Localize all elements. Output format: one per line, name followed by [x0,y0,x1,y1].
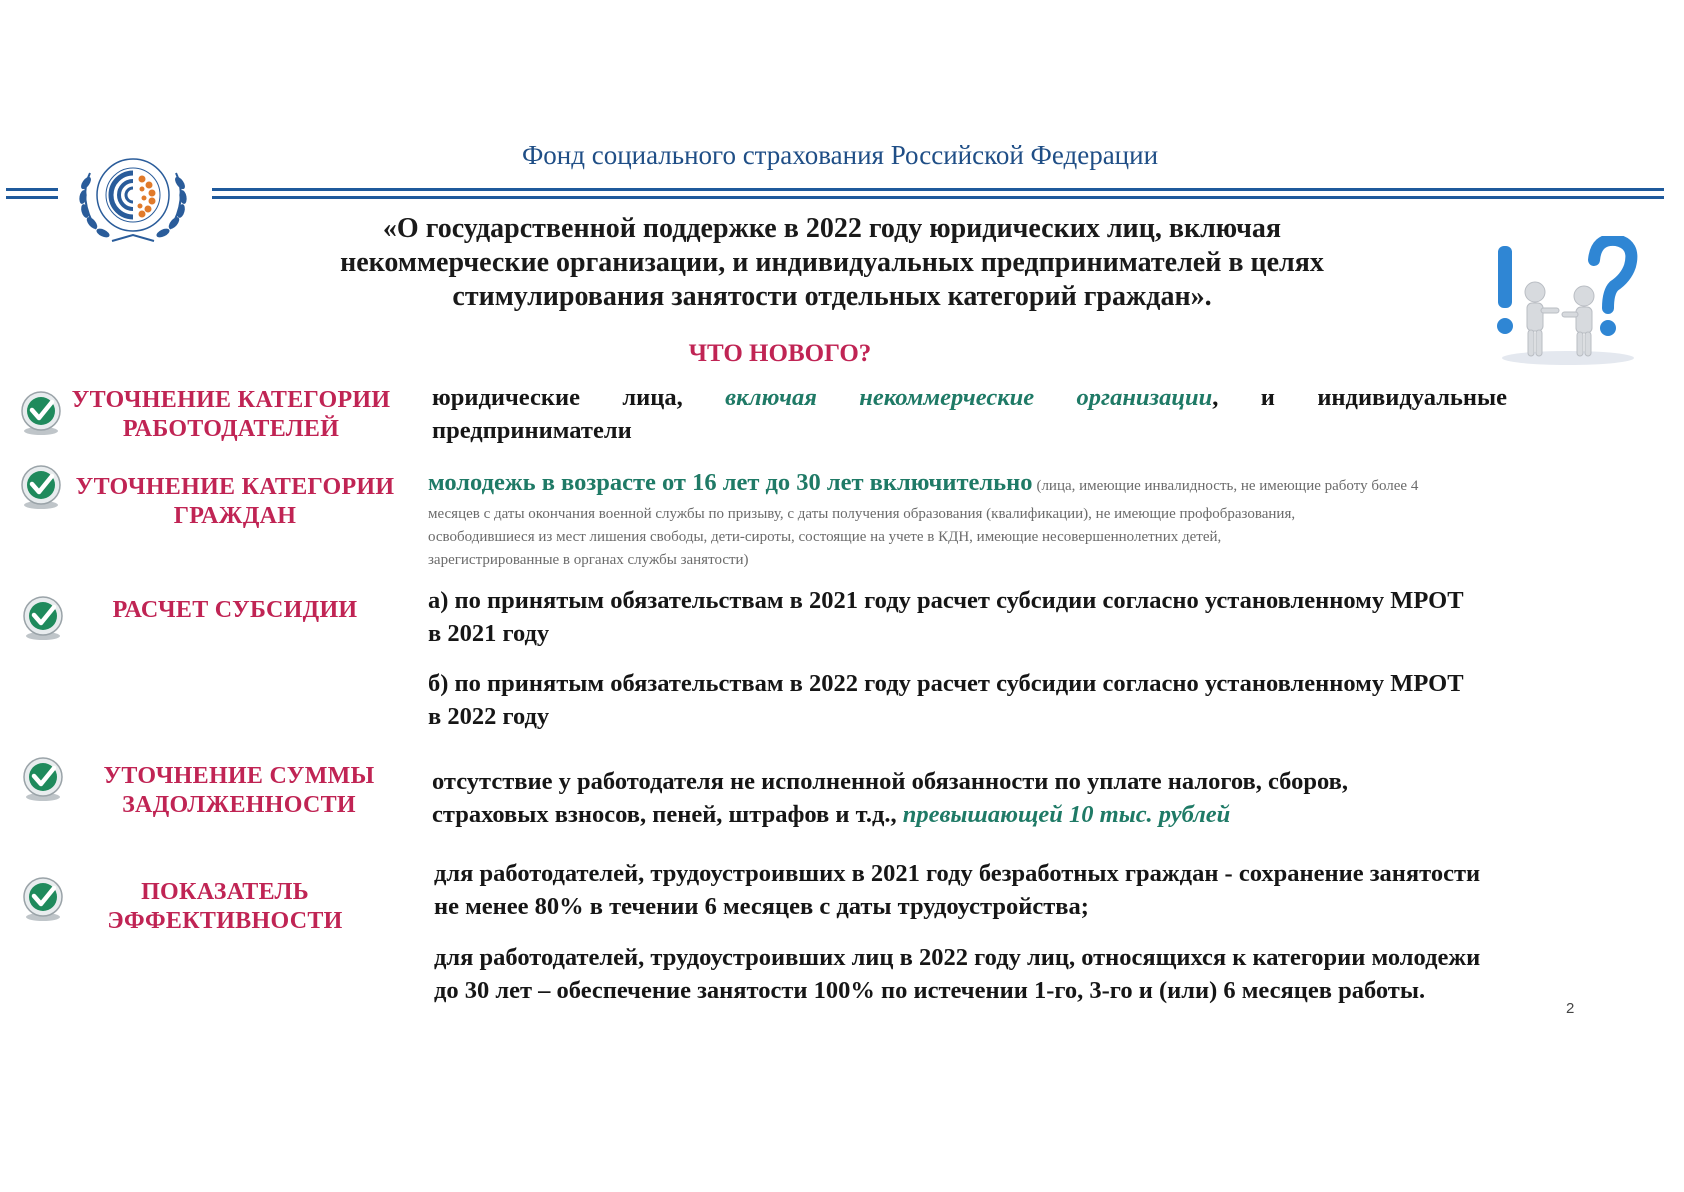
employers-text [432,381,1507,447]
text-span: юридические лица, [432,384,683,411]
document-title [252,212,1412,314]
text-span: , и индивидуальные [1212,384,1508,411]
note-line: освободившиеся из мест лишения свободы, дети-сироты, состоящие на учете в КДН, имеющие несовершеннолетних детей, [428,529,1222,545]
text-line: предприниматели [432,417,632,444]
text-line [432,798,1612,831]
header-rule [212,188,1664,191]
green-checkmark-icon [18,390,64,436]
citizens-text [428,466,1613,572]
exclamation-question-figures-icon [1490,236,1640,366]
label-line: УТОЧНЕНИЕ КАТЕГОРИИ [71,387,391,413]
green-checkmark-icon [20,756,66,802]
subsidy-text [428,584,1628,733]
highlighted-text: включая некоммерческие организации [725,384,1213,411]
note-line: (лица, имеющие инвалидность, не имеющие работу более 4 [1036,478,1419,494]
text-line: для работодателей, трудоустроивших в 2021 году безработных граждан - сохранение занятости [434,860,1481,887]
text-line: до 30 лет – обеспечение занятости 100% по истечении 1-го, 3-го и (или) 6 месяцев работы. [434,977,1426,1004]
text-line: а) по принятым обязательствам в 2021 году расчет субсидии согласно установленному МРОТ [428,587,1464,614]
label-line: УТОЧНЕНИЕ КАТЕГОРИИ [75,474,395,500]
text-line: в 2022 году [428,703,550,730]
label-line: ГРАЖДАН [173,503,297,529]
label-line: ПОКАЗАТЕЛЬ [141,879,309,905]
highlighted-text: превышающей 10 тыс. рублей [902,801,1231,828]
category-label-citizens [74,473,396,531]
green-checkmark-icon [18,464,64,510]
efficiency-text [434,857,1634,1007]
category-label-subsidy: РАСЧЕТ СУБСИДИИ [112,597,358,623]
text-line: не менее 80% в течении 6 месяцев с даты трудоустройства; [434,893,1089,920]
text-span: страховых взносов, пеней, штрафов и т.д., [432,801,897,828]
label-line: ЭФФЕКТИВНОСТИ [107,908,343,934]
org-name: Фонд социального страхования Российской Федерации [521,140,1159,170]
text-line: в 2021 году [428,620,550,647]
text-line [432,381,1507,414]
label-line: УТОЧНЕНИЕ СУММЫ [103,763,375,789]
text-line: отсутствие у работодателя не исполненной обязанности по уплате налогов, сборов, [432,768,1348,795]
text-line: для работодателей, трудоустроивших лиц в 2022 году лиц, относящихся к категории молодежи [434,944,1481,971]
debt-text [432,765,1612,831]
label-line: ЗАДОЛЖЕННОСТИ [122,792,356,818]
green-checkmark-icon [20,876,66,922]
note-line: месяцев с даты окончания военной службы по призыву, с даты получения образования (квалификации), не имеющие профобразования, [428,506,1296,522]
fss-emblem-icon [72,143,194,255]
category-label-employers [70,386,392,444]
category-label-efficiency [64,878,386,936]
label-line: РАБОТОДАТЕЛЕЙ [122,416,340,442]
title-line: некоммерческие организации, и индивидуальных предпринимателей в целях [340,247,1324,278]
category-label-debt [78,762,400,820]
header-rule [6,196,58,199]
page-number: 2 [1566,1000,1575,1017]
header-rule [212,196,1664,199]
text-line: б) по принятым обязательствам в 2022 году расчет субсидии согласно установленному МРОТ [428,670,1464,697]
note-line: зарегистрированные в органах службы занятости) [428,552,749,568]
title-line: стимулирования занятости отдельных категорий граждан». [452,281,1212,312]
whats-new-heading: ЧТО НОВОГО? [688,340,872,367]
title-line: «О государственной поддержке в 2022 году юридических лиц, включая [382,213,1282,244]
header-rule [6,188,58,191]
green-checkmark-icon [20,595,66,641]
highlighted-text: молодежь в возрасте от 16 лет до 30 лет включительно [428,469,1033,496]
